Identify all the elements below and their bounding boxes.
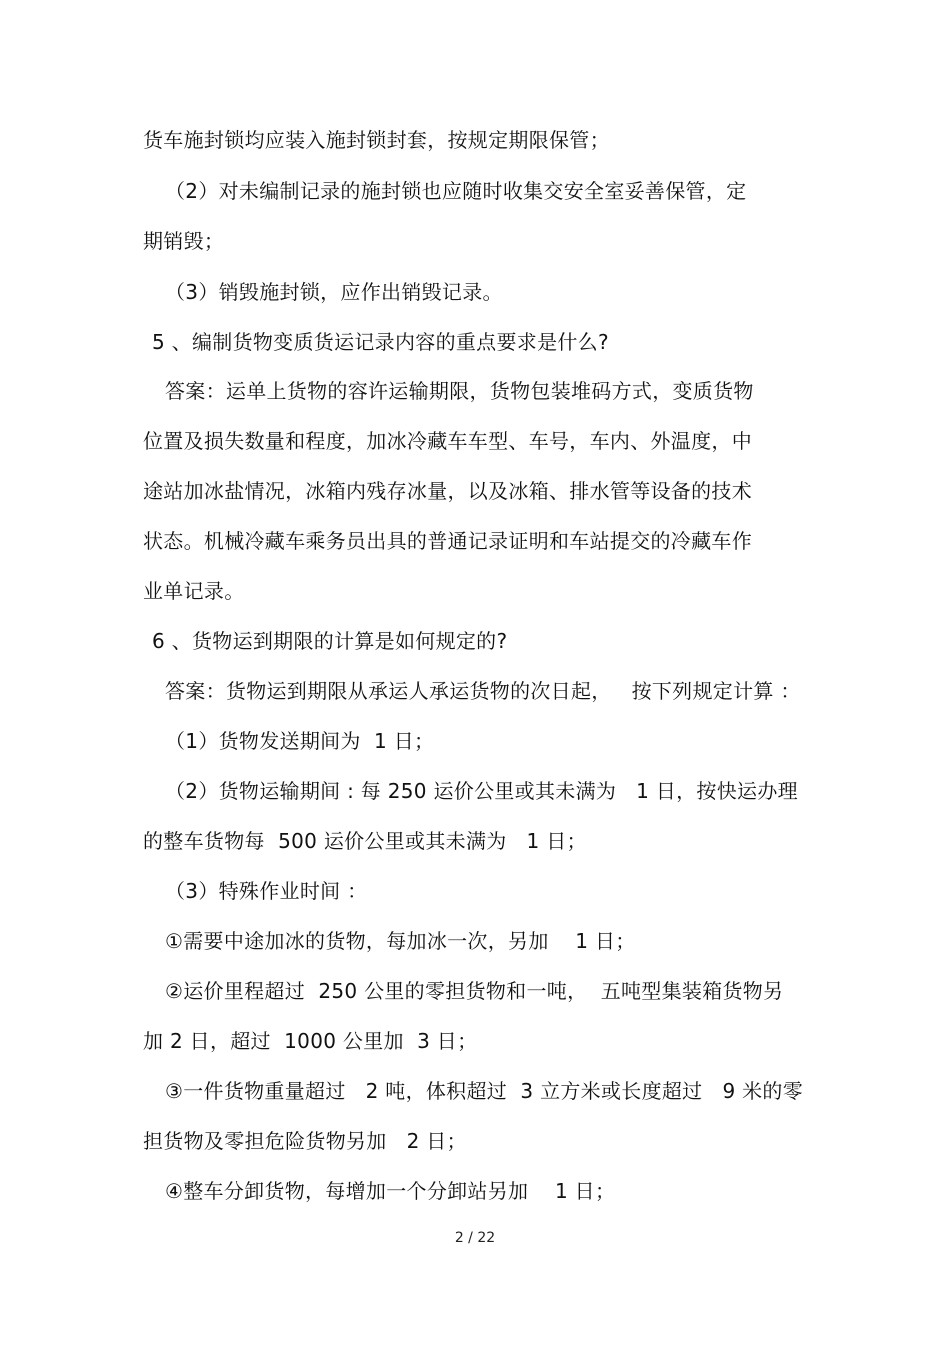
question-heading: 6 、货物运到期限的计算是如何规定的?	[152, 629, 508, 653]
question-heading: 5 、编制货物变质货运记录内容的重点要求是什么?	[152, 330, 609, 354]
answer-text: 答案：运单上货物的容许运输期限，货物包装堆码方式，变质货物	[165, 379, 754, 403]
text-line: （3）特殊作业时间 ：	[165, 879, 368, 903]
text-line: ③一件货物重量超过 2 吨，体积超过 3 立方米或长度超过 9 米的零	[165, 1079, 804, 1103]
text-line: 途站加冰盐情况，冰箱内残存冰量，以及冰箱、排水管等设备的技术	[143, 479, 752, 503]
text-line: （2）货物运输期间 : 每 250 运价公里或其未满为 1 日，按快运办理	[165, 779, 798, 803]
text-line: 的整车货物每 500 运价公里或其未满为 1 日；	[143, 829, 587, 853]
text-line: ④整车分卸货物，每增加一个分卸站另加 1 日；	[165, 1179, 616, 1203]
text-line: （2）对未编制记录的施封锁也应随时收集交安全室妥善保管，定	[165, 179, 747, 203]
text-line: 货车施封锁均应装入施封锁封套，按规定期限保管；	[143, 128, 610, 152]
text-line: 状态。机械冷藏车乘务员出具的普通记录证明和车站提交的冷藏车作	[143, 529, 752, 553]
text-line: 加 2 日，超过 1000 公里加 3 日；	[143, 1029, 478, 1053]
page-number: 2 / 22	[454, 1230, 496, 1246]
text-line: （3）销毁施封锁，应作出销毁记录。	[165, 280, 503, 304]
text-line: 业单记录。	[143, 579, 245, 603]
text-line: ②运价里程超过 250 公里的零担货物和一吨， 五吨型集装箱货物另	[165, 979, 784, 1003]
answer-text: 答案：货物运到期限从承运人承运货物的次日起， 按下列规定计算 ：	[165, 679, 801, 703]
text-line: ①需要中途加冰的货物，每加冰一次，另加 1 日；	[165, 929, 636, 953]
text-line: 位置及损失数量和程度，加冰冷藏车车型、车号，车内、外温度，中	[143, 429, 752, 453]
text-line: （1）货物发送期间为 1 日；	[165, 729, 435, 753]
text-line: 期销毁；	[143, 229, 225, 253]
text-line: 担货物及零担危险货物另加 2 日；	[143, 1129, 467, 1153]
